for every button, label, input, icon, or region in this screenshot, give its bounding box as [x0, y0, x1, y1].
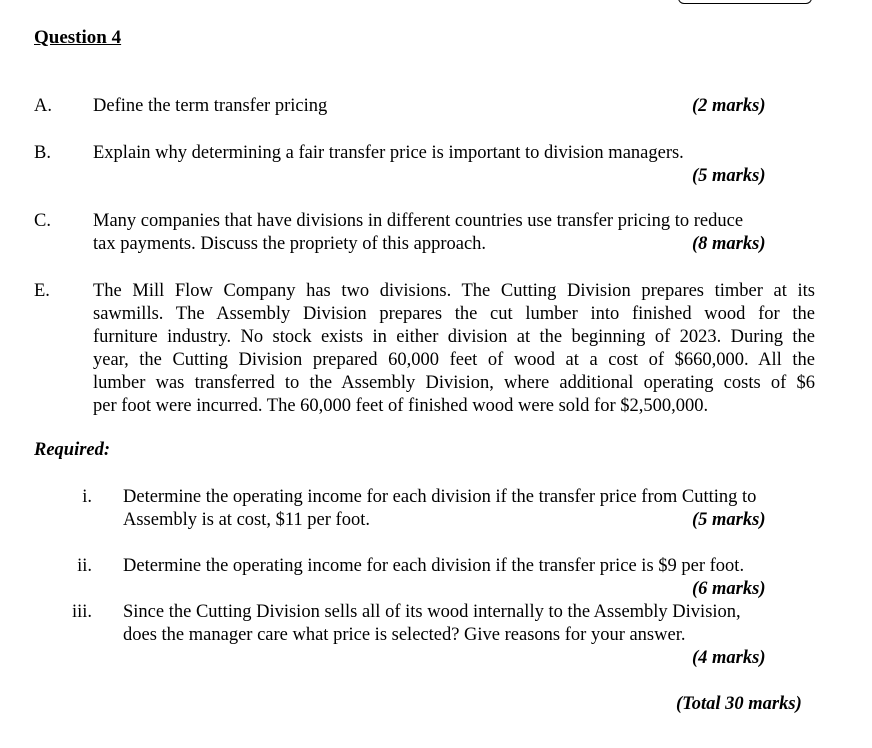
sub-question-iii-line-2: does the manager care what price is selected? Give reasons for your answer. — [123, 625, 686, 645]
question-a-label: A. — [34, 96, 52, 116]
top-bracket-remnant — [678, 0, 812, 4]
question-c-line-1: Many companies that have divisions in different countries use transfer pricing to reduce — [93, 211, 744, 231]
sub-question-iii-label: iii. — [71, 602, 92, 622]
question-b-text: Explain why determining a fair transfer price is important to division managers. — [93, 143, 684, 163]
question-c-marks: (8 marks) — [692, 234, 766, 254]
question-e-line-5: lumber was transferred to the Assembly Division, where additional operating costs of $6 — [93, 373, 815, 393]
question-c-line-2: tax payments. Discuss the propriety of this approach. — [93, 234, 487, 254]
question-b-label: B. — [34, 143, 51, 163]
question-a-text: Define the term transfer pricing — [93, 96, 328, 116]
total-marks: (Total 30 marks) — [676, 694, 802, 714]
sub-question-ii-text: Determine the operating income for each division if the transfer price is $9 per foot. — [123, 556, 745, 576]
sub-question-i-line-2: Assembly is at cost, $11 per foot. — [123, 510, 370, 530]
question-e-line-3: furniture industry. No stock exists in either division at the beginning of 2023. During the — [93, 327, 815, 347]
question-b-marks: (5 marks) — [692, 166, 766, 186]
required-heading: Required: — [34, 440, 111, 460]
sub-question-ii-label: ii. — [77, 556, 92, 576]
question-title: Question 4 — [34, 27, 122, 48]
sub-question-i-label: i. — [82, 487, 92, 507]
sub-question-iii-line-1: Since the Cutting Division sells all of its wood internally to the Assembly Division, — [123, 602, 741, 622]
question-e-label: E. — [34, 281, 50, 301]
sub-question-i-line-1: Determine the operating income for each division if the transfer price from Cutting to — [123, 487, 757, 507]
question-e-line-4: year, the Cutting Division prepared 60,000 feet of wood at a cost of $660,000. All the — [93, 350, 815, 370]
sub-question-iii-marks: (4 marks) — [692, 648, 766, 668]
question-c-label: C. — [34, 211, 51, 231]
question-e-line-6: per foot were incurred. The 60,000 feet of finished wood were sold for $2,500,000. — [93, 396, 709, 416]
sub-question-i-marks: (5 marks) — [692, 510, 766, 530]
sub-question-ii-marks: (6 marks) — [692, 579, 766, 599]
question-e-line-2: sawmills. The Assembly Division prepares the cut lumber into finished wood for the — [93, 304, 815, 324]
question-a-marks: (2 marks) — [692, 96, 766, 116]
question-e-line-1: The Mill Flow Company has two divisions. The Cutting Division prepares timber at its — [93, 281, 815, 301]
